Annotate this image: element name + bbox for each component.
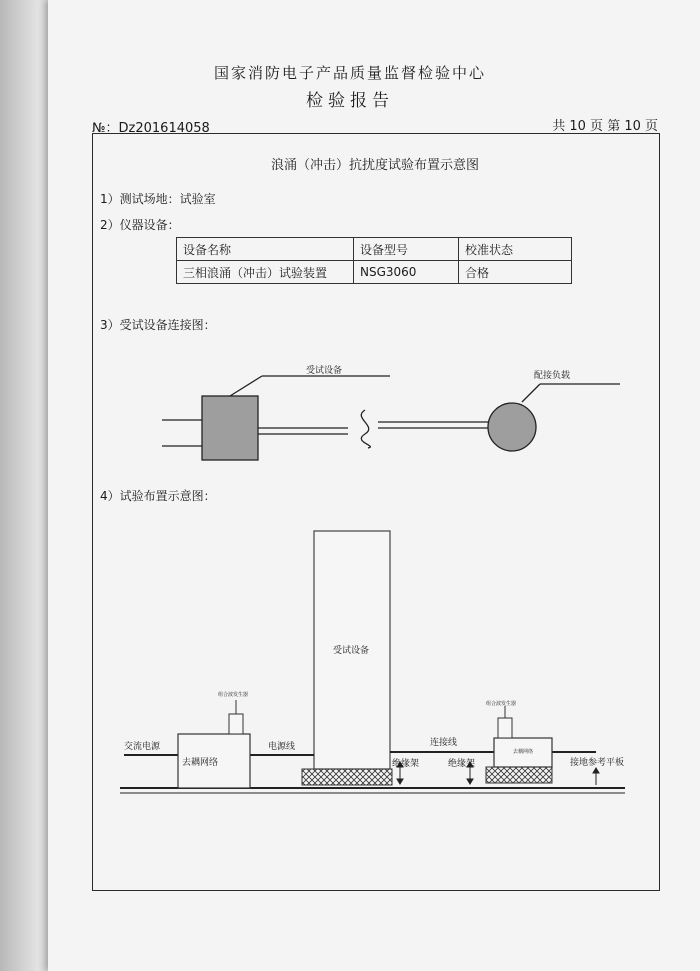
table-cell: 合格 <box>459 261 572 284</box>
item-connection-diagram: 3）受试设备连接图： <box>100 318 216 332</box>
decoupling-label: 去耦网络 <box>182 758 219 768</box>
generator-stem-left <box>229 714 243 734</box>
item-instruments: 2）仪器设备： <box>100 218 180 232</box>
section-title: 浪涌（冲击）抗扰度试验布置示意图 <box>270 158 479 173</box>
connect-line-label: 连接线 <box>430 738 458 748</box>
eut-label: 受试设备 <box>306 366 343 376</box>
ground-plane-label: 接地参考平板 <box>570 758 625 768</box>
insulation-label-right: 绝缘架 <box>448 759 476 769</box>
table-cell: NSG3060 <box>354 261 459 284</box>
ac-power-label: 交流电源 <box>124 742 161 752</box>
page-info: 共 10 页 第 10 页 <box>552 119 658 134</box>
generator-stem-right <box>498 718 512 738</box>
insulation-label-left: 绝缘架 <box>392 759 420 769</box>
eut-tall-label: 受试设备 <box>333 646 370 656</box>
coupling-generator-label-left: 组合波发生器 <box>218 692 249 698</box>
doc-type-title: 检验报告 <box>306 91 394 111</box>
ground-arrowhead <box>593 768 599 773</box>
table-cell: 三相浪涌（冲击）试验装置 <box>177 261 354 284</box>
insulation-support-left <box>302 769 392 785</box>
item-layout-diagram: 4）试验布置示意图： <box>100 489 216 503</box>
coupling-generator-label-right: 组合波发生器 <box>486 701 517 707</box>
report-number: №：Dz201614058 <box>92 121 210 136</box>
item-test-site: 1）测试场地：试验室 <box>100 192 216 206</box>
decoupling-small-label: 去耦网络 <box>513 749 534 755</box>
table-header-cell: 设备型号 <box>354 238 459 261</box>
table-header-cell: 设备名称 <box>177 238 354 261</box>
insulation-support-right <box>486 767 552 783</box>
load-label: 配接负载 <box>534 371 571 381</box>
org-title: 国家消防电子产品质量监督检验中心 <box>213 64 486 82</box>
table-header-cell: 校准状态 <box>459 238 572 261</box>
power-line-label: 电源线 <box>268 742 296 752</box>
